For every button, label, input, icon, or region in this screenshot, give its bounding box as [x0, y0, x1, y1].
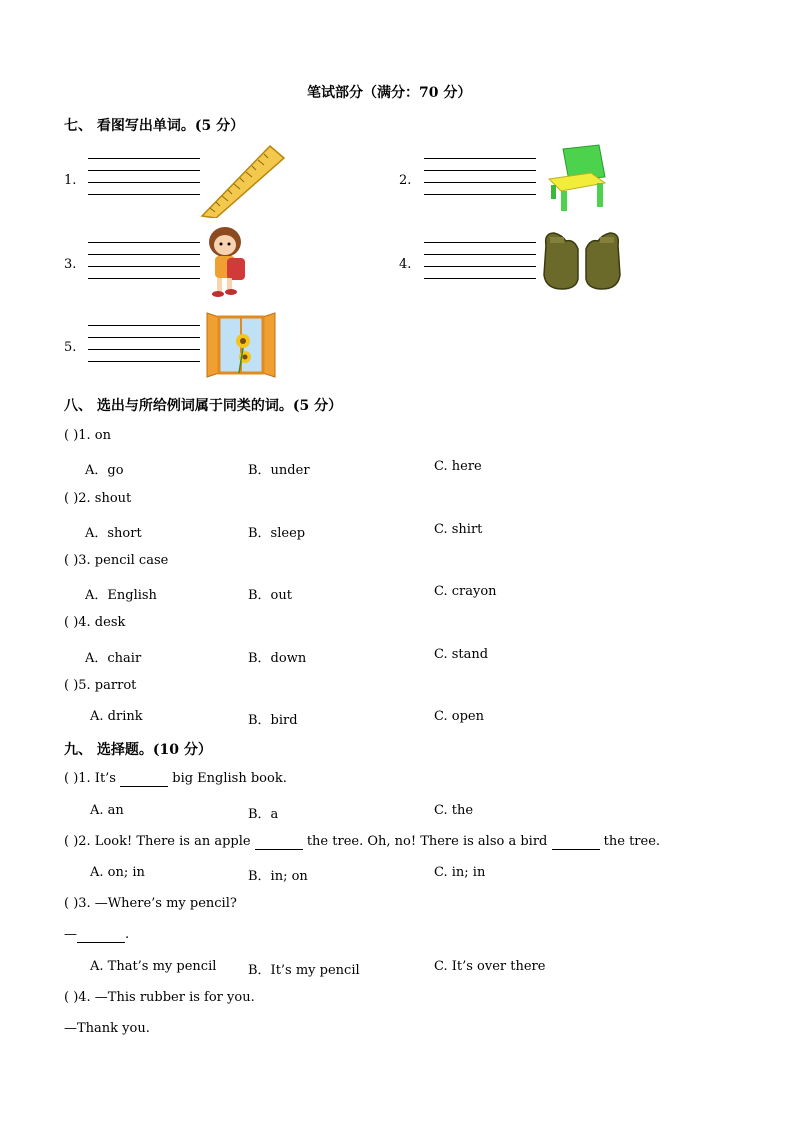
mittens-icon: [540, 229, 624, 291]
item-4-number: 4.: [399, 257, 412, 272]
q8-4-option-a[interactable]: A．chair: [85, 651, 142, 666]
section-7-heading: 七、 看图写出单词。(5 分）: [64, 118, 245, 134]
q9-3-answer-prefix: —: [64, 927, 77, 942]
q8-3-option-c[interactable]: C. crayon: [434, 584, 497, 599]
q8-1-option-c[interactable]: C. here: [434, 459, 482, 474]
section-9-heading: 九、 选择题。(10 分）: [64, 742, 212, 758]
window-icon: [205, 311, 277, 379]
q8-3-stem: ( )3. pencil case: [64, 553, 169, 568]
item-1-number: 1.: [64, 173, 77, 188]
q9-2-option-b[interactable]: B．in; on: [248, 869, 308, 884]
q8-2-option-b[interactable]: B．sleep: [248, 526, 306, 541]
q9-2-stem-end: the tree.: [599, 834, 661, 849]
q9-4-stem: ( )4. —This rubber is for you.: [64, 990, 255, 1005]
q8-3-option-a[interactable]: A．English: [85, 588, 157, 603]
q8-5-option-c[interactable]: C. open: [434, 709, 484, 724]
q9-1-option-c[interactable]: C. the: [434, 803, 474, 818]
q9-4-reply: —Thank you.: [64, 1021, 150, 1036]
q9-3-blank[interactable]: [77, 927, 125, 943]
item-3-answer-lines[interactable]: [88, 242, 200, 290]
q8-4-option-b[interactable]: B．down: [248, 651, 307, 666]
q9-2-stem: [64, 834, 660, 850]
q8-5-option-b[interactable]: B．bird: [248, 713, 298, 728]
item-2-number: 2.: [399, 173, 412, 188]
q8-4-stem: ( )4. desk: [64, 615, 126, 630]
q9-3-stem: ( )3. —Where’s my pencil?: [64, 896, 237, 911]
q9-2-stem-start: ( )2. Look! There is an apple: [64, 834, 255, 849]
q9-2-option-a[interactable]: A. on; in: [90, 865, 145, 880]
q8-5-option-a[interactable]: A. drink: [90, 709, 143, 724]
chair-icon: [543, 143, 613, 215]
q9-1-option-a[interactable]: A. an: [90, 803, 124, 818]
q9-1-stem-end: big English book.: [168, 771, 287, 786]
q9-3-answer-line: [64, 927, 129, 943]
q9-2-blank-2[interactable]: [552, 834, 600, 850]
q9-1-option-b[interactable]: B．a: [248, 807, 279, 822]
q9-3-answer-suffix: .: [125, 927, 130, 942]
q9-1-stem-start: ( )1. It’s: [64, 771, 121, 786]
q9-3-option-b[interactable]: B．It’s my pencil: [248, 963, 360, 978]
q8-1-option-a[interactable]: A．go: [85, 463, 124, 478]
item-3-number: 3.: [64, 257, 77, 272]
q8-1-stem: ( )1. on: [64, 428, 112, 443]
schoolbag-girl-icon: [203, 224, 251, 300]
ruler-icon: [200, 142, 286, 218]
item-4-answer-lines[interactable]: [424, 242, 536, 290]
q8-5-stem: ( )5. parrot: [64, 678, 137, 693]
section-8-heading: 八、 选出与所给例词属于同类的词。(5 分）: [64, 398, 343, 414]
item-5-answer-lines[interactable]: [88, 325, 200, 373]
q9-2-stem-middle: the tree. Oh, no! There is also a bird: [302, 834, 552, 849]
q9-3-option-a[interactable]: A. That’s my pencil: [90, 959, 217, 974]
q8-1-option-b[interactable]: B．under: [248, 463, 310, 478]
q8-2-option-c[interactable]: C. shirt: [434, 522, 483, 537]
q8-3-option-b[interactable]: B．out: [248, 588, 292, 603]
q9-2-blank-1[interactable]: [255, 834, 303, 850]
item-1-answer-lines[interactable]: [88, 158, 200, 206]
q9-1-blank[interactable]: [120, 771, 168, 787]
q9-3-option-c[interactable]: C. It’s over there: [434, 959, 546, 974]
item-2-answer-lines[interactable]: [424, 158, 536, 206]
q8-4-option-c[interactable]: C. stand: [434, 647, 489, 662]
q8-2-stem: ( )2. shout: [64, 491, 132, 506]
q8-2-option-a[interactable]: A．short: [85, 526, 142, 541]
page-title: 笔试部分（满分：70 分）: [307, 85, 472, 101]
item-5-number: 5.: [64, 340, 77, 355]
q9-2-option-c[interactable]: C. in; in: [434, 865, 486, 880]
q9-1-stem: [64, 771, 287, 787]
